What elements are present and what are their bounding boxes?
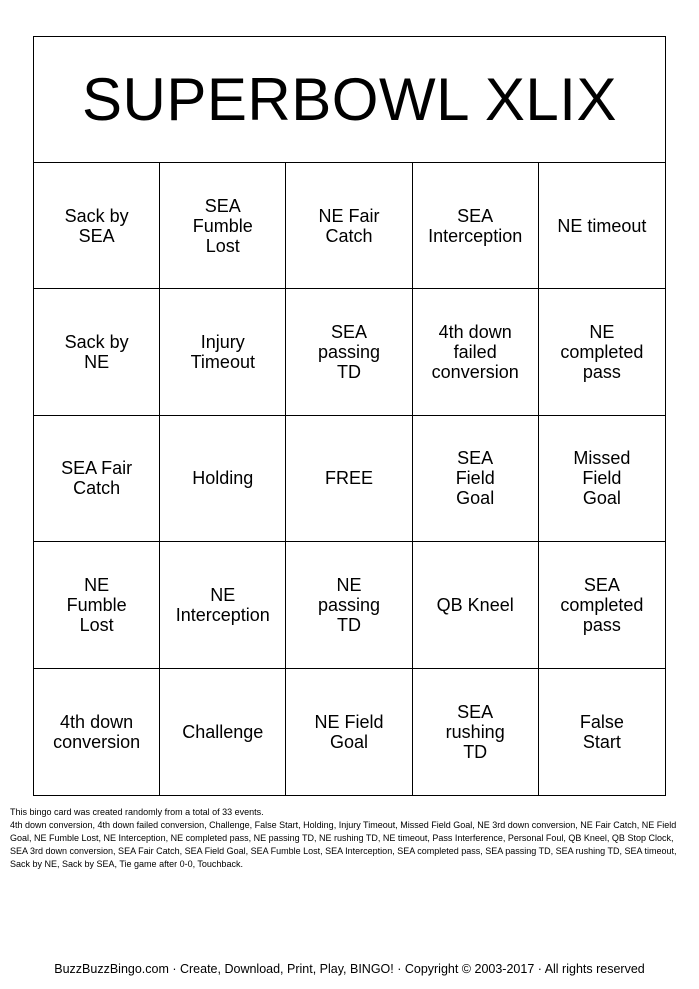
bingo-cell: 4th down failed conversion [413,289,539,415]
bingo-cell: NE Fair Catch [286,163,412,289]
bingo-cell: Sack by NE [34,289,160,415]
bingo-cell: NE Field Goal [286,669,412,795]
bingo-cell: SEA passing TD [286,289,412,415]
event-list: 4th down conversion, 4th down failed conversion, Challenge, False Start, Holding, Injury Timeout, Missed Field Goal, NE 3rd down conversion, NE Fair Catch, NE Field Goal, NE Fumble Lost, NE Interception, NE completed pass, NE passing TD, NE rushing TD, NE timeout, Pass Interference, Personal Foul, QB Kneel, QB Stop Clock, SEA 3rd down conversion, SEA Fair Catch, SEA Field Goal, SEA Fumble Lost, SEA Interception, SEA completed pass, SEA passing TD, SEA rushing TD, SEA timeout, Sack by NE, Sack by SEA, Tie game after 0-0, Touchback. [10,820,677,869]
bingo-cell: SEA completed pass [539,542,665,668]
bingo-cell: SEA Interception [413,163,539,289]
bingo-cell: NE completed pass [539,289,665,415]
bingo-cell: QB Kneel [413,542,539,668]
bingo-cell: NE passing TD [286,542,412,668]
bingo-cell: SEA Fumble Lost [160,163,286,289]
bingo-card [33,36,666,796]
bingo-cell: Injury Timeout [160,289,286,415]
bingo-cell: SEA Field Goal [413,416,539,542]
free-space-cell: FREE [286,416,412,542]
bingo-cell: Missed Field Goal [539,416,665,542]
site-footer: BuzzBuzzBingo.com · Create, Download, Print, Play, BINGO! · Copyright © 2003-2017 · All rights reserved [54,962,645,976]
bingo-cell: NE Interception [160,542,286,668]
bingo-cell: NE Fumble Lost [34,542,160,668]
bingo-cell: Challenge [160,669,286,795]
bingo-cell: NE timeout [539,163,665,289]
bingo-cell: Holding [160,416,286,542]
bingo-cell: SEA rushing TD [413,669,539,795]
bingo-cell: SEA Fair Catch [34,416,160,542]
bingo-cell: Sack by SEA [34,163,160,289]
bingo-cell: False Start [579,711,624,752]
event-list-note [10,806,690,871]
bingo-grid [34,163,665,795]
bingo-cell: 4th down conversion [34,669,160,795]
event-count-note: This bingo card was created randomly from a total of 33 events. [10,807,264,817]
card-title: SUPERBOWL XLIX [34,37,665,163]
